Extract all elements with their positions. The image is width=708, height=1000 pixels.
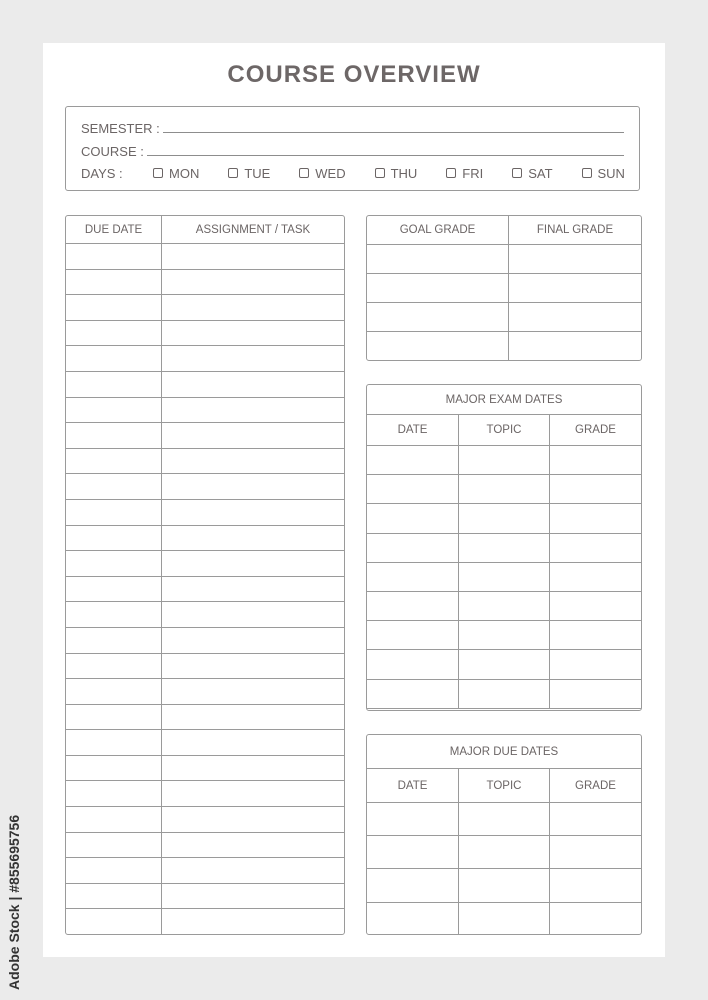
- assignment-cell[interactable]: [162, 423, 345, 449]
- assignment-cell[interactable]: [66, 397, 162, 423]
- exam-cell[interactable]: [550, 650, 642, 679]
- due-cell[interactable]: [459, 869, 550, 902]
- assignment-cell[interactable]: [162, 832, 345, 858]
- assignment-cell[interactable]: [66, 320, 162, 346]
- assignment-row: [66, 499, 345, 525]
- exam-grade-header: GRADE: [550, 415, 642, 446]
- assignment-cell[interactable]: [66, 807, 162, 833]
- day-label: WED: [315, 165, 346, 181]
- exam-cell[interactable]: [550, 562, 642, 591]
- stock-watermark: Adobe Stock | #855695756: [6, 814, 22, 990]
- grade-table-frame: [366, 215, 642, 361]
- assignment-row: [66, 704, 345, 730]
- exam-date-header: DATE: [367, 415, 459, 446]
- assignment-row: [66, 858, 345, 884]
- checkbox-icon[interactable]: [375, 168, 385, 178]
- assignment-cell[interactable]: [162, 576, 345, 602]
- assignment-cell[interactable]: [66, 576, 162, 602]
- day-option-mon[interactable]: [153, 166, 199, 181]
- exam-cell[interactable]: [550, 591, 642, 620]
- exam-cell[interactable]: [367, 562, 459, 591]
- due-cell[interactable]: [367, 902, 459, 935]
- assignment-cell[interactable]: [66, 269, 162, 295]
- day-option-wed[interactable]: [299, 166, 345, 181]
- checkbox-icon[interactable]: [446, 168, 456, 178]
- assignment-row: [66, 627, 345, 653]
- due-cell[interactable]: [550, 836, 642, 869]
- semester-line: [81, 116, 624, 136]
- assignment-row: [66, 397, 345, 423]
- exam-row: [367, 591, 642, 620]
- due-cell[interactable]: [459, 902, 550, 935]
- exam-cell[interactable]: [459, 504, 550, 533]
- course-info-box: [65, 106, 640, 191]
- exam-cell[interactable]: [367, 621, 459, 650]
- due-row: [367, 869, 642, 902]
- exam-cell[interactable]: [550, 504, 642, 533]
- assignment-row: [66, 781, 345, 807]
- day-label: FRI: [462, 165, 484, 181]
- assignment-row: [66, 295, 345, 321]
- exam-cell[interactable]: [367, 533, 459, 562]
- grade-cell[interactable]: [509, 274, 642, 303]
- checkbox-icon[interactable]: [228, 168, 238, 178]
- due-cell[interactable]: [367, 869, 459, 902]
- assignment-row: [66, 807, 345, 833]
- assignment-cell[interactable]: [162, 371, 345, 397]
- semester-write-line: [163, 132, 624, 133]
- assignment-cell[interactable]: [162, 883, 345, 909]
- grade-cell[interactable]: [509, 303, 642, 332]
- assignment-cell[interactable]: [66, 704, 162, 730]
- assignment-table-frame: [65, 215, 345, 935]
- assignment-cell[interactable]: [66, 858, 162, 884]
- exam-cell[interactable]: [550, 446, 642, 475]
- exam-cell[interactable]: [367, 591, 459, 620]
- assignment-row: [66, 423, 345, 449]
- assignment-cell[interactable]: [162, 704, 345, 730]
- day-option-sat[interactable]: [512, 166, 552, 181]
- assignment-row: [66, 832, 345, 858]
- assignment-cell[interactable]: [66, 448, 162, 474]
- due-row: [367, 902, 642, 935]
- exam-cell[interactable]: [367, 446, 459, 475]
- day-option-sun[interactable]: [582, 166, 625, 181]
- day-label: SUN: [597, 165, 625, 181]
- assignment-row: [66, 602, 345, 628]
- exam-row: [367, 621, 642, 650]
- assignment-cell[interactable]: [66, 755, 162, 781]
- exam-row: [367, 562, 642, 591]
- days-options: [153, 166, 625, 181]
- exam-cell[interactable]: [459, 650, 550, 679]
- assignment-row: [66, 551, 345, 577]
- due-row: [367, 836, 642, 869]
- assignment-cell[interactable]: [162, 858, 345, 884]
- assignment-row: [66, 755, 345, 781]
- exam-topic-header: TOPIC: [459, 415, 550, 446]
- exam-cell[interactable]: [459, 562, 550, 591]
- assignment-cell[interactable]: [66, 730, 162, 756]
- day-label: MON: [169, 165, 200, 181]
- assignment-row: [66, 244, 345, 270]
- due-cell[interactable]: [550, 803, 642, 836]
- course-label: COURSE :: [81, 144, 144, 159]
- exam-cell[interactable]: [367, 475, 459, 504]
- due-grade-header: GRADE: [550, 769, 642, 803]
- assignment-cell[interactable]: [162, 346, 345, 372]
- exam-dates-frame: [366, 384, 642, 711]
- assignment-row: [66, 448, 345, 474]
- assignment-cell[interactable]: [162, 474, 345, 500]
- exam-row: [367, 650, 642, 679]
- days-label: DAYS :: [81, 165, 123, 181]
- assignment-row: [66, 679, 345, 705]
- exam-row: [367, 504, 642, 533]
- exam-cell[interactable]: [459, 621, 550, 650]
- day-label: SAT: [528, 165, 553, 181]
- due-cell[interactable]: [550, 902, 642, 935]
- exam-cell[interactable]: [367, 504, 459, 533]
- assignment-cell[interactable]: [66, 295, 162, 321]
- due-cell[interactable]: [367, 803, 459, 836]
- assignment-cell[interactable]: [162, 602, 345, 628]
- due-cell[interactable]: [459, 836, 550, 869]
- goal-grade-header: GOAL GRADE: [367, 216, 509, 245]
- day-option-fri[interactable]: [446, 166, 483, 181]
- grade-row: [367, 274, 642, 303]
- assignment-cell[interactable]: [162, 653, 345, 679]
- final-grade-header: FINAL GRADE: [509, 216, 642, 245]
- assignment-cell[interactable]: [162, 448, 345, 474]
- planner-sheet: [43, 43, 665, 957]
- due-dates-title: MAJOR DUE DATES: [367, 735, 642, 769]
- due-topic-header: TOPIC: [459, 769, 550, 803]
- due-dates-table: [366, 734, 642, 935]
- assignment-cell[interactable]: [66, 346, 162, 372]
- exam-cell[interactable]: [550, 533, 642, 562]
- assignment-cell[interactable]: [162, 755, 345, 781]
- assignment-cell[interactable]: [162, 295, 345, 321]
- assignment-cell[interactable]: [66, 525, 162, 551]
- grade-row: [367, 332, 642, 361]
- assignment-row: [66, 269, 345, 295]
- assignment-cell[interactable]: [66, 883, 162, 909]
- assignment-row: [66, 576, 345, 602]
- assignment-cell[interactable]: [162, 320, 345, 346]
- grade-cell[interactable]: [367, 245, 509, 274]
- assignment-cell[interactable]: [66, 909, 162, 935]
- checkbox-icon[interactable]: [512, 168, 522, 178]
- exam-row: [367, 446, 642, 475]
- assignment-cell[interactable]: [162, 807, 345, 833]
- grade-row: [367, 245, 642, 274]
- course-write-line: [147, 155, 624, 156]
- day-label: TUE: [244, 165, 271, 181]
- assignment-cell[interactable]: [162, 244, 345, 270]
- assignment-table: [65, 215, 345, 935]
- assignment-cell[interactable]: [66, 499, 162, 525]
- exam-cell[interactable]: [459, 446, 550, 475]
- assignment-cell[interactable]: [66, 551, 162, 577]
- grade-cell[interactable]: [367, 332, 509, 361]
- assignment-row: [66, 320, 345, 346]
- day-label: THU: [390, 165, 418, 181]
- assignment-cell[interactable]: [162, 551, 345, 577]
- checkbox-icon[interactable]: [582, 168, 592, 178]
- assignment-row: [66, 474, 345, 500]
- assignment-cell[interactable]: [66, 474, 162, 500]
- assignment-cell[interactable]: [162, 397, 345, 423]
- assignment-cell[interactable]: [162, 525, 345, 551]
- assignment-cell[interactable]: [66, 679, 162, 705]
- assignment-row: [66, 525, 345, 551]
- assignment-row: [66, 371, 345, 397]
- assignment-row: [66, 653, 345, 679]
- day-option-tue[interactable]: [228, 166, 270, 181]
- assignment-cell[interactable]: [66, 832, 162, 858]
- assignment-cell[interactable]: [162, 269, 345, 295]
- exam-cell[interactable]: [550, 679, 642, 708]
- exam-cell[interactable]: [459, 591, 550, 620]
- exam-cell[interactable]: [367, 650, 459, 679]
- day-option-thu[interactable]: [375, 166, 418, 181]
- exam-cell[interactable]: [459, 679, 550, 708]
- exam-cell[interactable]: [550, 621, 642, 650]
- exam-row: [367, 533, 642, 562]
- exam-row: [367, 679, 642, 708]
- checkbox-icon[interactable]: [153, 168, 163, 178]
- grade-table: [366, 215, 642, 361]
- grade-cell[interactable]: [509, 245, 642, 274]
- assignment-cell[interactable]: [66, 423, 162, 449]
- exam-cell[interactable]: [367, 679, 459, 708]
- exam-row: [367, 475, 642, 504]
- exam-cell[interactable]: [459, 533, 550, 562]
- assignment-cell[interactable]: [66, 653, 162, 679]
- assignment-task-header: ASSIGNMENT / TASK: [162, 216, 345, 244]
- exam-dates-title: MAJOR EXAM DATES: [367, 385, 642, 415]
- due-cell[interactable]: [459, 803, 550, 836]
- assignment-cell[interactable]: [162, 679, 345, 705]
- page-title: COURSE OVERVIEW: [227, 61, 481, 88]
- exam-dates-table: [366, 384, 642, 709]
- assignment-cell[interactable]: [66, 244, 162, 270]
- grade-cell[interactable]: [509, 332, 642, 361]
- due-cell[interactable]: [550, 869, 642, 902]
- assignment-cell[interactable]: [66, 602, 162, 628]
- course-line: [81, 139, 624, 159]
- due-cell[interactable]: [367, 836, 459, 869]
- assignment-row: [66, 909, 345, 935]
- assignment-cell[interactable]: [162, 730, 345, 756]
- assignment-row: [66, 346, 345, 372]
- due-date-col-header: DATE: [367, 769, 459, 803]
- grade-cell[interactable]: [367, 303, 509, 332]
- assignment-cell[interactable]: [66, 371, 162, 397]
- due-date-header: DUE DATE: [66, 216, 162, 244]
- due-dates-frame: [366, 734, 642, 935]
- exam-cell[interactable]: [459, 475, 550, 504]
- semester-label: SEMESTER :: [81, 121, 160, 136]
- due-row: [367, 803, 642, 836]
- assignment-cell[interactable]: [162, 781, 345, 807]
- assignment-cell[interactable]: [66, 627, 162, 653]
- assignment-cell[interactable]: [162, 909, 345, 935]
- checkbox-icon[interactable]: [299, 168, 309, 178]
- days-row: [81, 163, 625, 183]
- assignment-cell[interactable]: [162, 627, 345, 653]
- grade-row: [367, 303, 642, 332]
- grade-cell[interactable]: [367, 274, 509, 303]
- assignment-row: [66, 730, 345, 756]
- assignment-cell[interactable]: [162, 499, 345, 525]
- exam-cell[interactable]: [550, 475, 642, 504]
- assignment-row: [66, 883, 345, 909]
- assignment-cell[interactable]: [66, 781, 162, 807]
